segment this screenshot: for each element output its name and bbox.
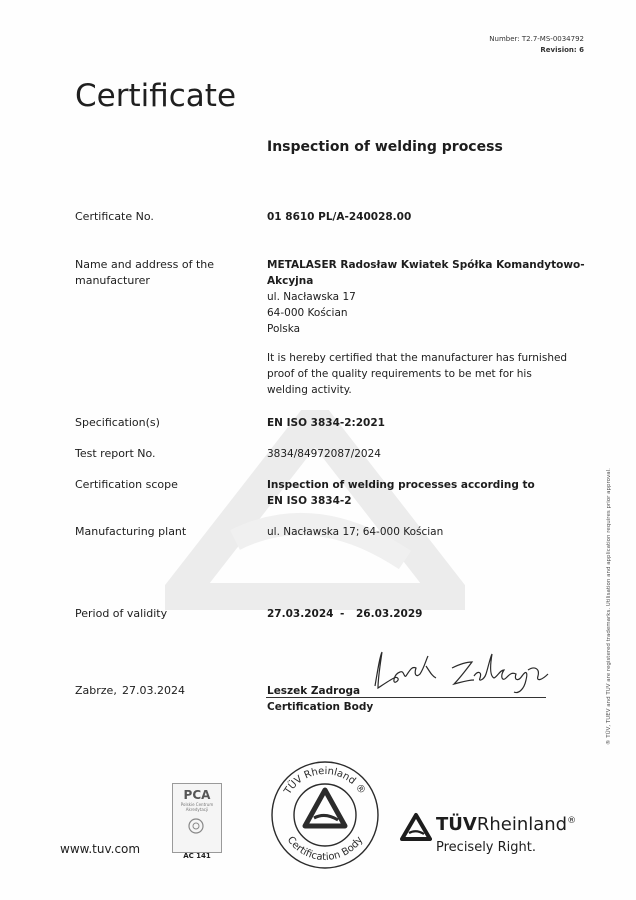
website-link[interactable]: www.tuv.com (60, 842, 141, 856)
seal-top-text: TÜV Rheinland ® (282, 765, 368, 797)
validity-from: 27.03.2024 (267, 608, 334, 620)
issue-date: 27.03.2024 (122, 684, 185, 697)
tuv-triangle-logo-icon (400, 812, 432, 842)
certificate-no-value: 01 8610 PL/A-240028.00 (267, 211, 412, 223)
scope-line1: Inspection of welding processes according to (267, 479, 535, 491)
manufacturer-address (267, 257, 585, 337)
manufacturer-country: Polska (267, 323, 301, 335)
brand-name-rest: Rheinland (476, 814, 568, 835)
page-title: Certificate (75, 78, 237, 114)
certification-body-seal (270, 760, 380, 870)
validity-to: 26.03.2029 (356, 608, 423, 620)
brand-name-bold: TÜV (436, 814, 477, 835)
statement-line3: welding activity. (267, 384, 352, 396)
certificate-no-label: Certificate No. (75, 210, 154, 223)
signatory-name: Leszek Zadroga (267, 685, 361, 697)
manufacturer-label-line1: Name and address of the (75, 258, 215, 271)
seal-bottom-text: Certification Body (284, 834, 366, 864)
specification-label: Specification(s) (75, 416, 160, 429)
pca-logo-text: PCA (183, 788, 211, 802)
certificate-subject: Inspection of welding process (267, 139, 503, 155)
manufacturer-label-line2: manufacturer (75, 274, 150, 287)
manufacturer-street: ul. Nacławska 17 (267, 291, 356, 303)
pca-line1: Polskie Centrum (180, 802, 214, 807)
certification-body-label: Certification Body (267, 701, 374, 713)
brand-name (436, 814, 576, 835)
document-revision: Revision: 6 (540, 46, 584, 54)
test-report-label: Test report No. (75, 447, 156, 460)
manufacturer-name-line1: METALASER Radosław Kwiatek Spółka Komandytowo- (267, 259, 585, 271)
manufacturer-label (75, 257, 214, 289)
statement-line2: proof of the quality requirements to be met for his (267, 368, 532, 380)
certification-statement (267, 350, 567, 398)
test-report-value: 3834/84972087/2024 (267, 448, 381, 460)
svg-text:Certification Body (285, 835, 366, 863)
brand-slogan: Precisely Right. (436, 840, 537, 855)
pca-emblem-icon (173, 812, 219, 840)
specification-value: EN ISO 3834-2:2021 (267, 417, 385, 429)
validity-label: Period of validity (75, 607, 168, 620)
manufacturer-name-line2: Akcyjna (267, 275, 314, 287)
validity-dash: - (340, 608, 345, 620)
document-meta (489, 34, 584, 56)
handwritten-signature (370, 648, 555, 696)
pca-line2: Akredytacji (185, 807, 209, 812)
plant-label: Manufacturing plant (75, 525, 187, 538)
scope-label: Certification scope (75, 478, 178, 491)
scope-value (267, 477, 535, 509)
trademark-note: ® TÜV, TUEV and TUV are registered trademarks. Utilisation and application requires prior approval. (606, 468, 612, 745)
plant-value: ul. Nacławska 17; 64-000 Kościan (267, 526, 444, 538)
watermark-logo-icon (165, 410, 465, 610)
issue-place: Zabrze, (75, 684, 117, 697)
brand-registered-mark: ® (567, 816, 577, 826)
document-number: Number: T2.7-MS-0034792 (489, 35, 584, 43)
accreditation-code: AC 141 (183, 852, 211, 860)
scope-line2: EN ISO 3834-2 (267, 495, 352, 507)
manufacturer-city: 64-000 Kościan (267, 307, 348, 319)
pca-accreditation-logo (172, 783, 222, 853)
statement-line1: It is hereby certified that the manufacturer has furnished (267, 352, 568, 364)
